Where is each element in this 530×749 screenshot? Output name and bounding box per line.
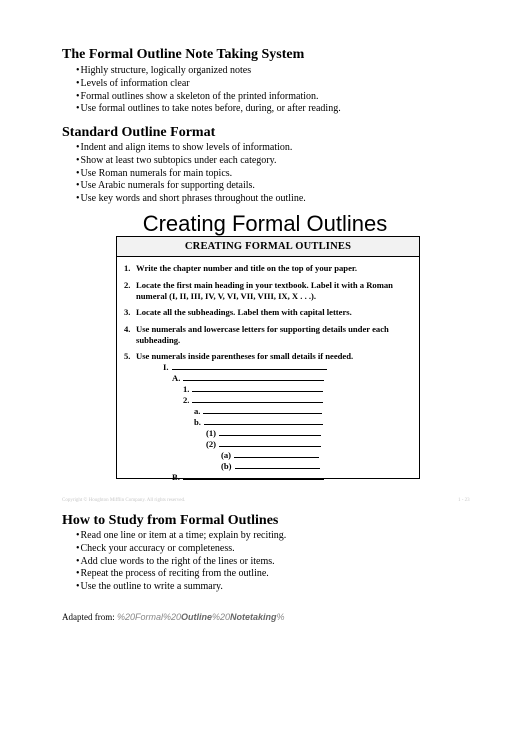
page-title: Creating Formal Outlines [142, 211, 388, 236]
outline-skeleton [117, 362, 417, 482]
step-item: 4. Use numerals and lowercase letters for supporting details under each subheading. [124, 323, 389, 345]
list-item: • Use Arabic numerals for supporting details. [76, 180, 306, 193]
list-item: • Use formal outlines to take notes before, during, or after reading. [76, 103, 341, 116]
section-title-study-from-outlines: How to Study from Formal Outlines [62, 513, 279, 528]
outline-figure [116, 236, 420, 482]
bullet-list-formal-outline-system [76, 65, 341, 116]
skeleton-line: 1. [183, 384, 323, 394]
skeleton-line: (2) [206, 439, 321, 449]
skeleton-line: (b) [221, 461, 320, 471]
step-item: 2. Locate the first main heading in your textbook. Label it with a Roman numeral (I, II, III, IV, V, VI, VII, VIII, IX, X . . .). [124, 279, 393, 301]
adapted-from-label: Adapted from: [62, 612, 115, 622]
source-url[interactable]: %20Formal%20Outline%20Notetaking% [116, 612, 285, 622]
list-item: • Use key words and short phrases throughout the outline. [76, 193, 306, 206]
list-item: • Levels of information clear [76, 78, 341, 91]
skeleton-line: a. [194, 406, 322, 416]
list-item: • Repeat the process of reciting from the outline. [76, 568, 286, 581]
list-item: • Indent and align items to show levels of information. [76, 142, 306, 155]
skeleton-line: b. [194, 417, 323, 427]
bullet-list-study-from-outlines [76, 530, 286, 594]
bullet-list-standard-outline-format [76, 142, 306, 206]
skeleton-line: I. [163, 362, 327, 372]
skeleton-line: (1) [206, 428, 321, 438]
step-item: 3. Locate all the subheadings. Label them with capital letters. [124, 307, 352, 317]
skeleton-line: A. [172, 373, 324, 383]
adapted-from-line [62, 612, 285, 622]
list-item: • Show at least two subtopics under each category. [76, 155, 306, 168]
copyright-notice: Copyright © Houghton Mifflin Company. All rights reserved. [62, 498, 186, 503]
list-item: • Check your accuracy or completeness. [76, 543, 286, 556]
page-number: 1 - 23 [458, 498, 470, 503]
skeleton-line: B. [172, 472, 324, 482]
figure-header: CREATING FORMAL OUTLINES [117, 237, 419, 257]
list-item: • Use Roman numerals for main topics. [76, 168, 306, 181]
section-title-formal-outline-system: The Formal Outline Note Taking System [62, 47, 305, 62]
list-item: • Add clue words to the right of the lines or items. [76, 556, 286, 569]
skeleton-line: (a) [221, 450, 319, 460]
step-item: 1. Write the chapter number and title on the top of your paper. [124, 263, 358, 273]
step-item: 5. Use numerals inside parentheses for small details if needed. [124, 351, 354, 361]
list-item: • Highly structure, logically organized notes [76, 65, 341, 78]
section-title-standard-outline-format: Standard Outline Format [62, 125, 216, 140]
list-item: • Formal outlines show a skeleton of the printed information. [76, 91, 341, 104]
list-item: • Read one line or item at a time; explain by reciting. [76, 530, 286, 543]
skeleton-line: 2. [183, 395, 323, 405]
steps-list [124, 263, 414, 368]
list-item: • Use the outline to write a summary. [76, 581, 286, 594]
